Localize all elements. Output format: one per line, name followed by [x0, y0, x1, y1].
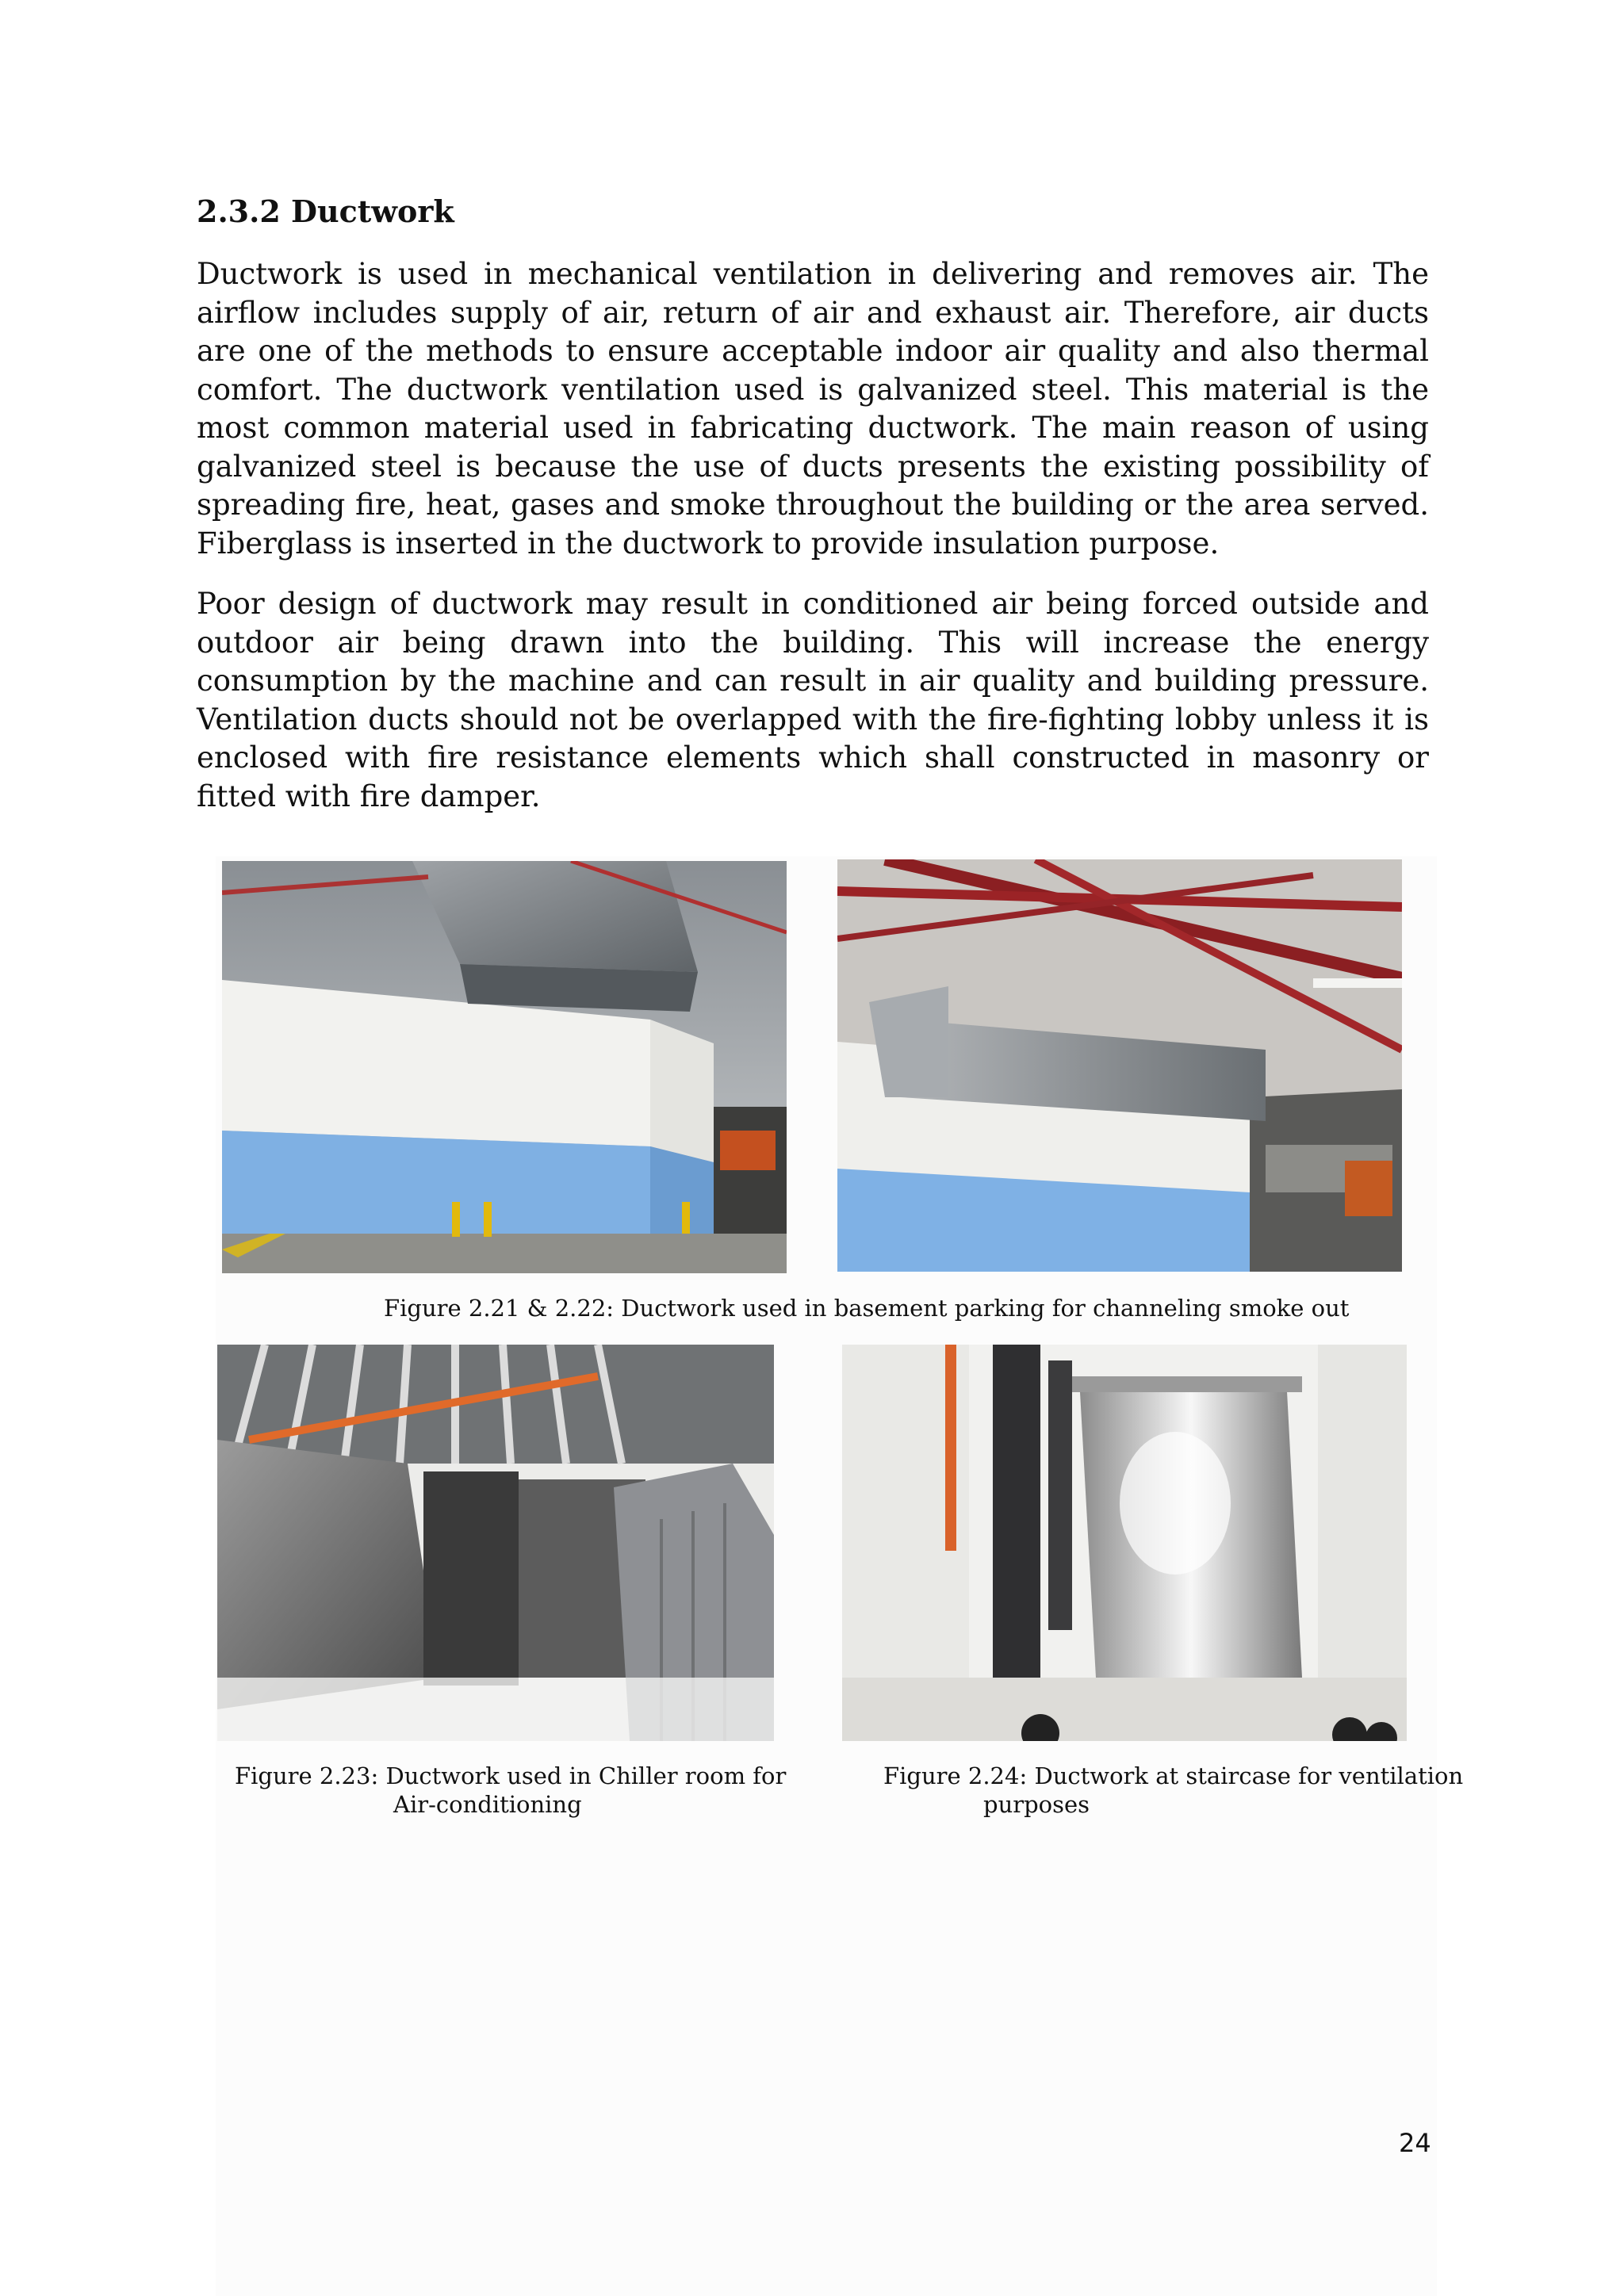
figure-2-21-photo [222, 861, 787, 1273]
figure-2-23-caption-line2: Air-conditioning [393, 1791, 582, 1818]
figure-2-24-caption-line1: Figure 2.24: Ductwork at staircase for ventilation [883, 1762, 1464, 1789]
section-heading: 2.3.2 Ductwork [197, 193, 454, 229]
figure-2-23-caption-line1: Figure 2.23: Ductwork used in Chiller room for [235, 1762, 787, 1789]
figure-2-22-photo [837, 859, 1402, 1272]
page-number: 24 [1399, 2128, 1431, 2158]
figure-2-21-2-22-caption: Figure 2.21 & 2.22: Ductwork used in basement parking for channeling smoke out [384, 1295, 1350, 1322]
paragraph-ductwork-design: Poor design of ductwork may result in conditioned air being forced outside and outdoor air being drawn into the building. This will increase the energy consumption by the machine and can result in air quality and building pressure. Ventilation ducts should not be overlapped with the fire-fighting lobby unless it is enclosed with fire resistance elements which shall constructed in masonry or fitted with fire damper. [197, 587, 1429, 813]
figure-2-24-caption-line2: purposes [983, 1791, 1090, 1818]
paragraph-ductwork-intro: Ductwork is used in mechanical ventilation in delivering and removes air. The airflow includes supply of air, return of air and exhaust air. Therefore, air ducts are one of the methods to ensure acceptable indoor air quality and also thermal comfort. The ductwork ventilation used is galvanized steel. This material is the most common material used in fabricating ductwork. The main reason of using galvanized steel is because the use of ducts presents the existing possibility of spreading fire, heat, gases and smoke throughout the building or the area served. Fiberglass is inserted in the ductwork to provide insulation purpose. [197, 257, 1429, 561]
figure-2-24-photo [842, 1345, 1407, 1741]
figure-2-23-photo [217, 1345, 774, 1741]
